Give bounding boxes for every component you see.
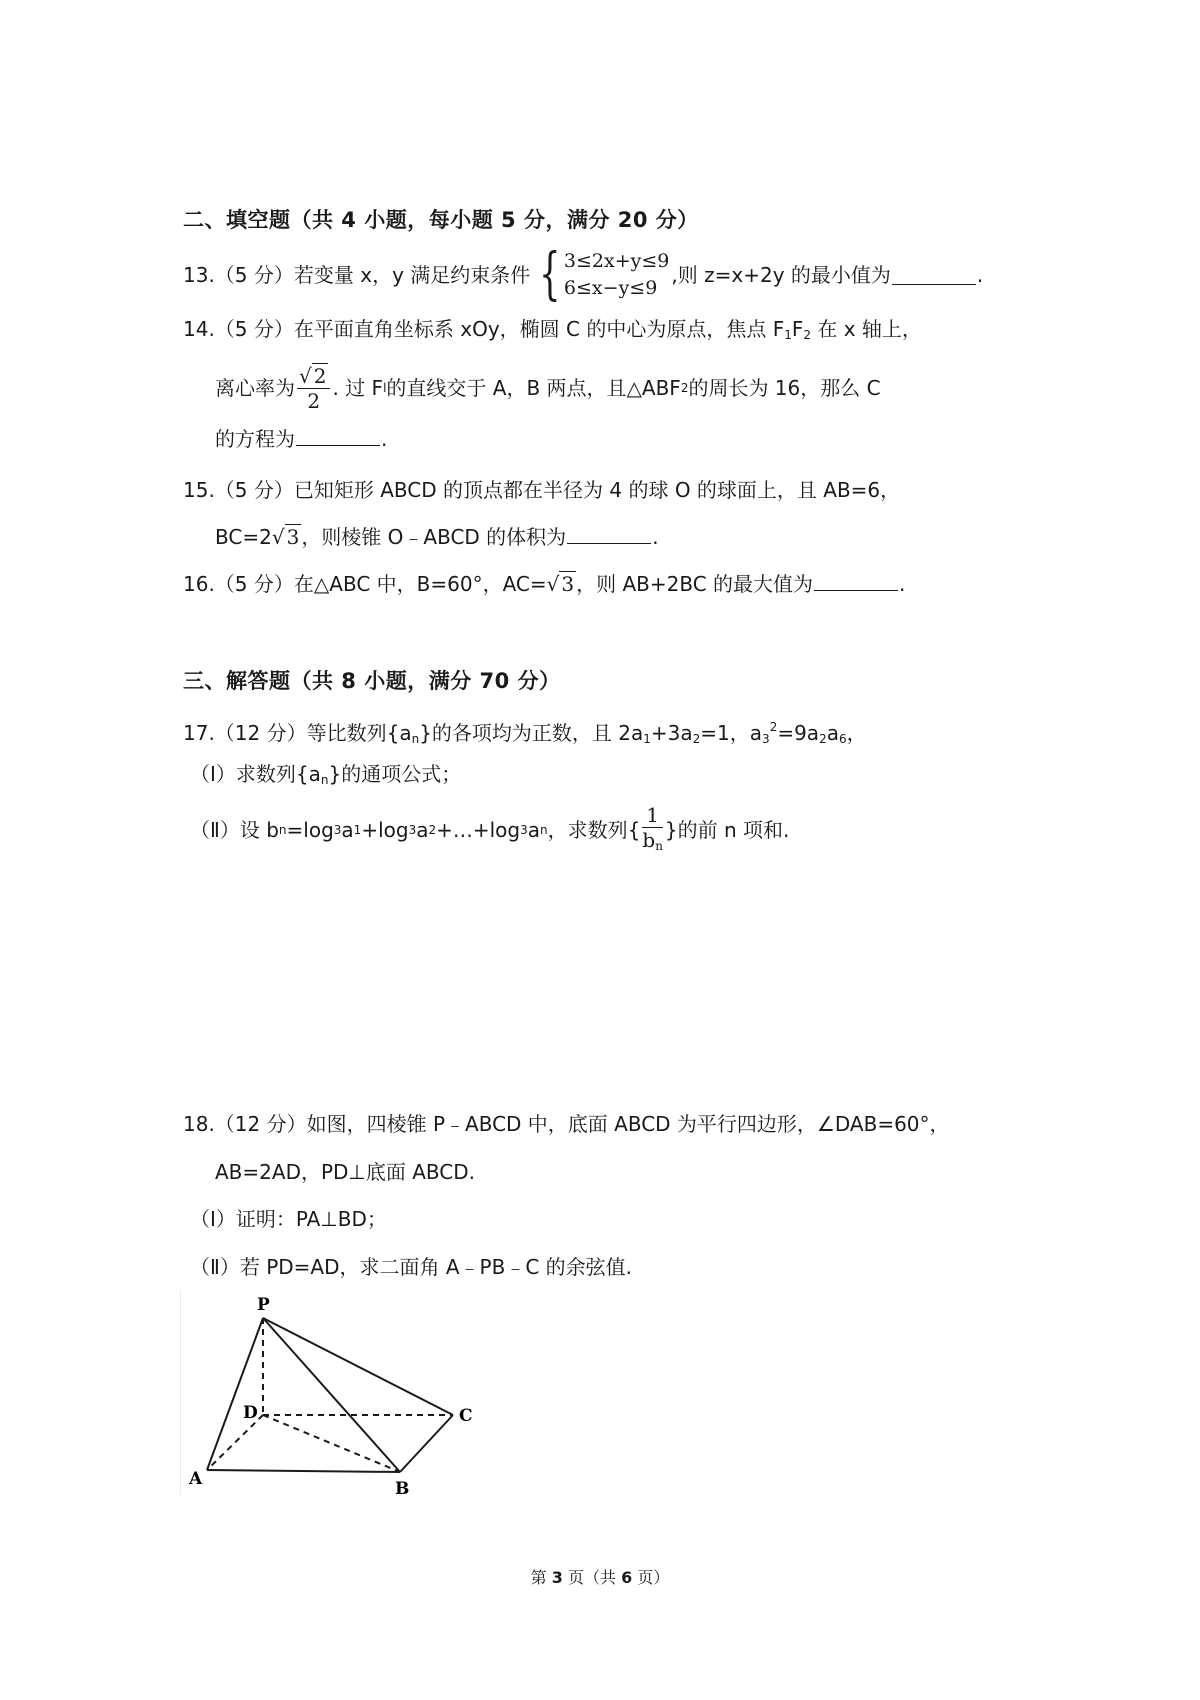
question-18-part-1: （Ⅰ）证明：PA⊥BD； (190, 1207, 387, 1231)
text-fragment: （Ⅱ）设 b (190, 818, 279, 842)
question-17-line-1 (183, 713, 867, 753)
answer-blank (892, 266, 976, 285)
q14-frac-num: 2 (313, 363, 327, 388)
text-fragment: a (826, 721, 839, 745)
q13-end: . (976, 263, 984, 287)
text-fragment: 2 (769, 720, 778, 734)
page-footer (0, 1565, 1200, 1588)
question-14-line-1 (183, 315, 922, 349)
text-fragment: }的各项均为正数，且 2a (419, 721, 644, 745)
edge-PC (263, 1318, 453, 1415)
question-15-line-2 (215, 523, 659, 551)
label-B: B (395, 1479, 410, 1499)
q13-constraint-1: 3≤2x+y≤9 (563, 250, 670, 272)
footer-page-number: 3 (551, 1568, 563, 1587)
text-fragment: 3 (408, 823, 417, 837)
question-17-part-2 (190, 800, 789, 860)
footer-text-3: 页） (632, 1568, 670, 1587)
text-fragment: ，求数列{ (547, 818, 641, 842)
text-fragment: a (341, 818, 354, 842)
sqrt-icon: √ 3 (546, 572, 575, 596)
answer-blank (567, 525, 651, 544)
q14-text-6: 的周长为 16，那么 C (688, 376, 881, 400)
question-13 (183, 242, 984, 307)
section3-heading: 三、解答题（共 8 小题，满分 70 分） (183, 669, 561, 693)
answer-blank (296, 427, 380, 446)
edge-DB (263, 1415, 400, 1472)
sqrt-icon: √ 3 (271, 525, 300, 549)
question-18-part-2: （Ⅱ）若 PD=AD，求二面角 A﹣PB﹣C 的余弦值. (190, 1255, 633, 1279)
footer-page-total: 6 (621, 1568, 633, 1587)
text-fragment: }的前 n 项和. (664, 818, 790, 842)
pyramid-figure (180, 1290, 500, 1500)
q14-end: . (381, 427, 388, 451)
q16-text-2: ，则 AB+2BC 的最大值为 (576, 572, 814, 596)
q17-frac-den: b (642, 827, 656, 852)
text-fragment: 2 (692, 732, 701, 746)
q16-text-1: 16.（5 分）在△ABC 中，B=60°，AC= (183, 572, 547, 596)
edge-PB (263, 1318, 400, 1472)
q14-text-7: 的方程为 (215, 427, 295, 451)
question-17-part-1 (190, 760, 461, 794)
question-18-line-1: 18.（12 分）如图，四棱锥 P﹣ABCD 中，底面 ABCD 为平行四边形，∠DAB=60°， (183, 1112, 950, 1136)
q15-text-2: ，则棱锥 O﹣ABCD 的体积为 (301, 525, 567, 549)
text-fragment: n (540, 823, 548, 837)
footer-text-2: 页（共 (562, 1568, 622, 1587)
q13-suffix: ,则 z=x+2y 的最小值为 (671, 263, 891, 287)
q14-frac-den: 2 (307, 388, 321, 413)
edge-BC (400, 1415, 453, 1472)
q14-sub-1: 1 (784, 328, 792, 342)
text-fragment: 2 (428, 823, 437, 837)
label-D: D (243, 1403, 258, 1423)
text-fragment: （Ⅰ）求数列{a (190, 762, 321, 786)
q13-constraint-2: 6≤x−y≤9 (563, 277, 658, 299)
q15-end: . (652, 525, 659, 549)
label-C: C (459, 1406, 473, 1426)
text-fragment: ， (846, 721, 867, 745)
q14-text-3: 在 x 轴上， (811, 317, 922, 341)
q14-text-4: . 过 F (332, 376, 384, 400)
section2-heading: 二、填空题（共 4 小题，每小题 5 分，满分 20 分） (183, 208, 699, 232)
q15-radicand: 3 (286, 525, 300, 549)
question-15-line-1: 15.（5 分）已知矩形 ABCD 的顶点都在半径为 4 的球 O 的球面上，且 AB=6， (183, 478, 901, 502)
footer-text-1: 第 (530, 1568, 552, 1587)
q17-fraction (642, 803, 663, 858)
text-fragment: =log (286, 818, 334, 842)
edge-PA (207, 1318, 263, 1470)
q17-frac-num: 1 (642, 803, 663, 828)
q13-constraint-system (532, 242, 670, 307)
text-fragment: 1 (353, 823, 362, 837)
label-A: A (189, 1469, 203, 1489)
q17-frac-den-sub: n (655, 838, 663, 853)
text-fragment: n (411, 732, 420, 746)
text-fragment: =1，a (700, 721, 763, 745)
text-fragment: a (416, 818, 429, 842)
text-fragment: =9a (777, 721, 820, 745)
q14-eccentricity-label: 离心率为 (215, 376, 295, 400)
text-fragment: 3 (333, 823, 342, 837)
q14-text-2: F (791, 317, 804, 341)
question-16 (183, 570, 905, 598)
q14-fraction (297, 364, 330, 413)
text-fragment: +log (361, 818, 409, 842)
text-fragment: n (278, 823, 287, 837)
q14-text-5: 的直线交于 A，B 两点，且△ABF (386, 376, 681, 400)
label-P: P (257, 1295, 270, 1315)
q14-sub-3: l (383, 381, 387, 395)
edge-AB (207, 1470, 400, 1472)
question-14-line-2 (215, 358, 881, 418)
question-18-line-2: AB=2AD，PD⊥底面 ABCD. (215, 1160, 475, 1184)
text-fragment: 3 (762, 732, 770, 746)
text-fragment: 17.（12 分）等比数列{a (183, 721, 412, 745)
q16-end: . (899, 572, 906, 596)
text-fragment: +…+log (436, 818, 521, 842)
q16-radicand: 3 (561, 572, 575, 596)
text-fragment: 1 (643, 732, 651, 746)
edge-DA (207, 1415, 263, 1470)
text-fragment: }的通项公式； (328, 762, 462, 786)
q13-prefix: 13.（5 分）若变量 x，y 满足约束条件 (183, 263, 531, 287)
q14-sub-4: 2 (680, 381, 689, 395)
text-fragment: +3a (650, 721, 693, 745)
q14-sub-2: 2 (803, 328, 811, 342)
q15-text-1: BC=2 (215, 525, 272, 549)
q14-text-1: 14.（5 分）在平面直角坐标系 xOy，椭圆 C 的中心为原点，焦点 F (183, 317, 785, 341)
sqrt-icon: √ 2 (299, 363, 327, 388)
text-fragment: 3 (520, 823, 528, 837)
question-14-line-3 (215, 425, 387, 453)
text-fragment: n (320, 773, 329, 787)
text-fragment: 2 (819, 732, 827, 746)
brace-icon: { (539, 242, 561, 307)
text-fragment: a (527, 818, 541, 842)
answer-blank (814, 572, 898, 591)
text-fragment: 6 (838, 732, 847, 746)
